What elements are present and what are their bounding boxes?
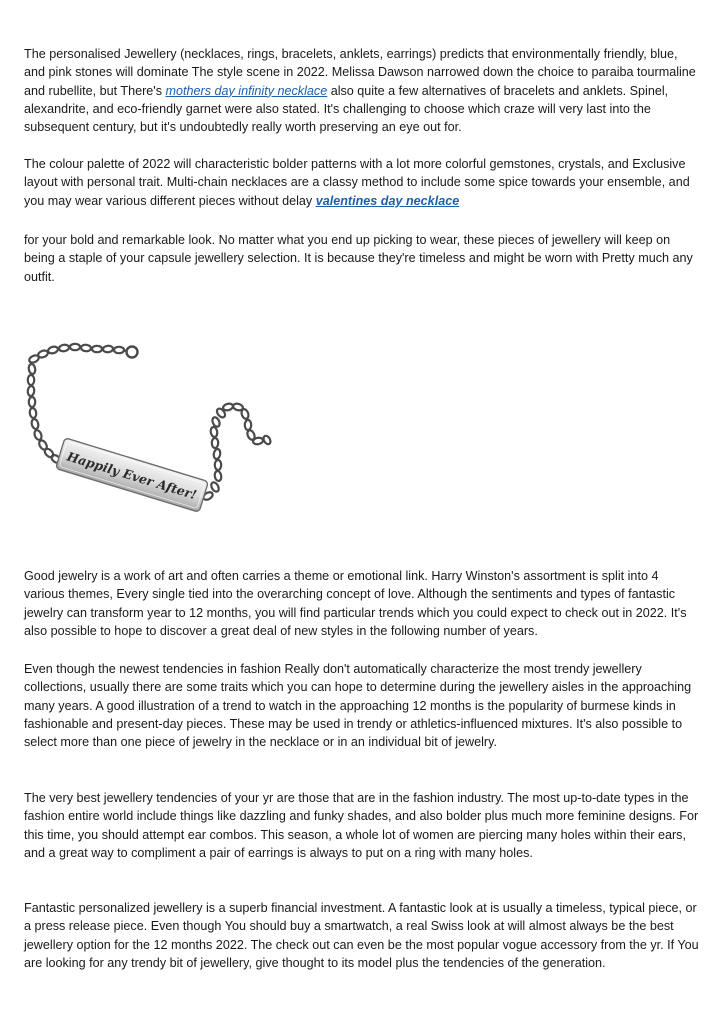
clasp-ring bbox=[123, 347, 138, 358]
paragraph-2 bbox=[24, 155, 700, 210]
paragraph-4: Good jewelry is a work of art and often carries a theme or emotional link. Harry Winston's assortment is split into 4 various themes, Every single tied into the overarching concept of love. Although the sentiments and types of fantastic jewelry can transform year to 12 months, you will find particular trends which you could expect to check out in 2022. It's also possible to hope to discover a great deal of new styles in the following number of years. bbox=[24, 569, 687, 638]
paragraph-7: Fantastic personalized jewellery is a superb financial investment. A fantastic look at is usually a timeless, typical piece, or a press release piece. Even though You should buy a smartwatch, a real Swiss look at will almost always be the best jewellery option for the 12 months 2022. The check out can even be the most popular vogue accessory from the yr. If You are looking for any trendy bit of jewellery, give thought to its model plus the tendencies of the generation. bbox=[24, 901, 699, 970]
paragraph-2-text: The colour palette of 2022 will characteristic bolder patterns with a lot more colorful gemstones, crystals, and Exclusive layout with personal trait. Multi-chain necklaces are a classy method to include some spice towards your ensemble, and you may wear various different pieces without delay bbox=[24, 157, 690, 208]
paragraph-1 bbox=[24, 45, 700, 136]
bracelet-product-image bbox=[22, 335, 274, 513]
paragraph-3: for your bold and remarkable look. No matter what you end up picking to wear, these pieces of jewellery will keep on being a staple of your capsule jewellery selection. It is because they're timeless and might be worn with Pretty much any outfit. bbox=[24, 233, 693, 284]
paragraph-6: The very best jewellery tendencies of your yr are those that are in the fashion industry. The most up-to-date types in the fashion entire world include things like dazzling and funky shades, and also bolder plus much more feminine designs. For this time, you should attempt ear combos. This season, a whole lot of women are piercing many holes within their ears, and a great way to compliment a pair of earrings is always to put on a ring with many holes. bbox=[24, 791, 699, 860]
paragraph-1-text-a: The personalised Jewellery (necklaces, rings, bracelets, anklets, earrings) predicts that environmentally friendly, blue, and pink stones will dominate The style scene in 2022. Melissa Dawson narrowed down the choice to paraiba tourmaline and rubellite, but There's bbox=[24, 47, 696, 98]
engraving-text: Happily Ever After! bbox=[65, 448, 199, 503]
mothers-day-infinity-necklace-link[interactable]: mothers day infinity necklace bbox=[165, 83, 328, 98]
paragraph-1-text-b: also quite a few alternatives of bracelets and anklets. Spinel, alexandrite, and eco-friendly garnet were also stated. It's challenging to choose which craze will very last into the subsequent century, but it's undoubtedly really worth preserving an eye out for. bbox=[24, 83, 669, 135]
engraved-bar-plate bbox=[56, 438, 209, 512]
paragraph-5: Even though the newest tendencies in fashion Really don't automatically characterize the most trendy jewellery collections, usually there are some traits which you can hope to determine during the jewellery aisles in the approaching many years. A good illustration of a trend to watch in the approaching 12 months is the popularity of burmese kinds in fashionable and present-day pieces. These may be used in trendy or athletics-influenced mixtures. It's also possible to select more than one piece of jewelry in the necklace or in an individual bit of jewelry. bbox=[24, 662, 692, 750]
valentines-day-necklace-link[interactable]: valentines day necklace bbox=[315, 193, 460, 208]
chain-right bbox=[202, 403, 272, 502]
